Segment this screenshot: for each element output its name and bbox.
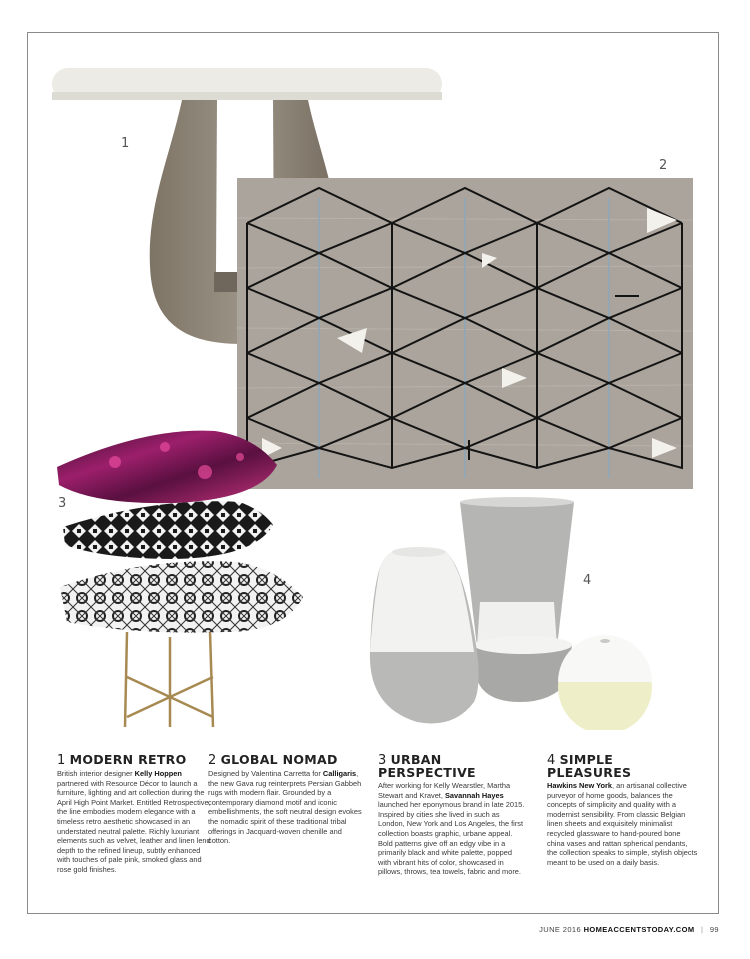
page-number: 99: [709, 925, 719, 934]
column-heading: 3 URBAN PERSPECTIVE: [378, 752, 476, 780]
marker-4: 4: [583, 573, 592, 588]
column-body: After working for Kelly Wearstler, Martha Stewart and Kravet, Savannah Hayes launched her eponymous brand in late 2015. Inspired by cities she lived in such as London, New York and Los Angeles, the first collection boasts graphic, urbane appeal. Bold patterns give off an edgy vibe in a primarily black and white palette, popped with vibrant hits of color, showcased in pillows, throws, tea towels, fabric and more.: [378, 781, 525, 877]
marker-1: 1: [121, 136, 130, 151]
column-heading: 2 GLOBAL NOMAD: [208, 752, 338, 768]
product-pillows-image: [55, 427, 307, 732]
column-body: Designed by Valentina Carretta for Calligaris, the new Gava rug reinterprets Persian Gabbeh rugs with modern flair. Grounded by a contemporary diamond motif and iconic embellishments, the soft neutral design evokes the nomadic spirit of these traditional tribal offerings in Jacquard-woven chenille and cotton.: [208, 769, 362, 846]
page-footer: [539, 925, 719, 934]
column-heading: 4 SIMPLE PLEASURES: [547, 752, 632, 780]
site-link[interactable]: HOMEACCENTSTODAY.COM: [583, 925, 695, 934]
column-modern-retro: [57, 754, 215, 875]
column-body: Hawkins New York, an artisanal collective purveyor of home goods, balances the concepts of simplicity and quality with a modernist sensibility. From classic Belgian linen sheets and exquisitely minimalist recycled glassware to hand-poured bone china vases and rattan spherical pendants, the collection speaks to simple, stylish objects meant to be used on a daily basis.: [547, 781, 698, 867]
issue-date: JUNE 2016: [539, 925, 582, 934]
marker-3: 3: [58, 496, 67, 511]
footer-divider: |: [701, 925, 704, 934]
column-global-nomad: [208, 754, 366, 846]
product-vases-image: [362, 497, 654, 730]
marker-2: 2: [659, 158, 668, 173]
column-urban-perspective: [378, 754, 526, 877]
column-body: British interior designer Kelly Hoppen partnered with Resource Décor to launch a furniture, lighting and art collection during the April High Point Market. Entitled Retrospective, the line embodies modern elegance with a timeless retro aesthetic showcased in an understated neutral palette. Richly luxuriant elements such as velvet, leather and linen lend depth to the refined lineup, subtly enhanced with touches of pale pink, smoked glass and rose gold finishes.: [57, 769, 211, 874]
column-heading: 1 MODERN RETRO: [57, 752, 187, 768]
column-simple-pleasures: [547, 754, 699, 867]
